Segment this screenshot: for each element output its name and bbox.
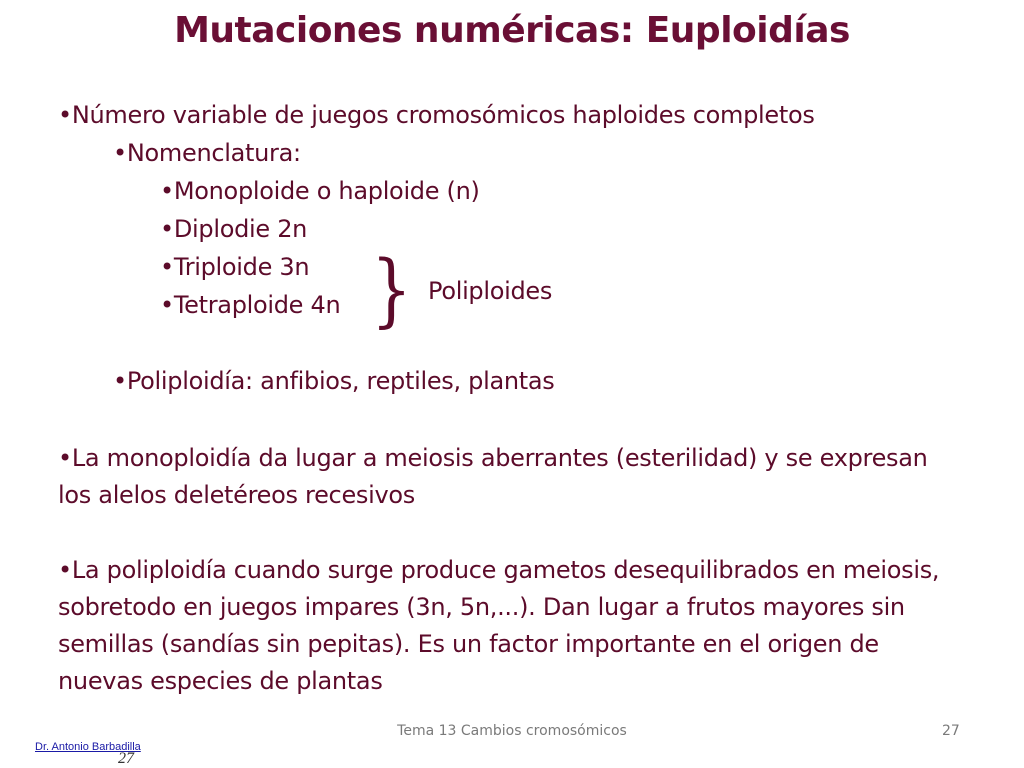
bullet-diplodie: •Diplodie 2n [160,215,308,243]
paragraph-monoploidia: •La monoploidía da lugar a meiosis aberrantes (esterilidad) y se expresan los alelos deletéreos recesivos [58,444,928,509]
bullet-triploide: •Triploide 3n [160,253,310,281]
footer-page-number: 27 [942,723,960,739]
bullet-nomenclatura: •Nomenclatura: [113,139,301,167]
slide-title: Mutaciones numéricas: Euploidías [174,10,850,51]
paragraph-poliploidia: •La poliploidía cuando surge produce gametos desequilibrados en meiosis, sobretodo en juegos impares (3n, 5n,...). Dan lugar a frutos mayores sin semillas (sandías sin pepitas). Es un factor importante en el origen de nuevas especies de plantas [58,556,940,695]
bullet-tetraploide: •Tetraploide 4n [160,291,341,319]
author-page-number: 27 [118,750,134,767]
bullet-poliploidia: •Poliploidía: anfibios, reptiles, plantas [113,367,555,395]
bullet-numero-variable: •Número variable de juegos cromosómicos haploides completos [58,101,815,129]
author-link[interactable]: Dr. Antonio Barbadilla [35,741,141,753]
footer-topic: Tema 13 Cambios cromosómicos [397,723,627,739]
curly-brace-icon: } [371,243,412,336]
bullet-monoploide: •Monoploide o haploide (n) [160,177,480,205]
poliploides-label: Poliploides [428,277,553,305]
